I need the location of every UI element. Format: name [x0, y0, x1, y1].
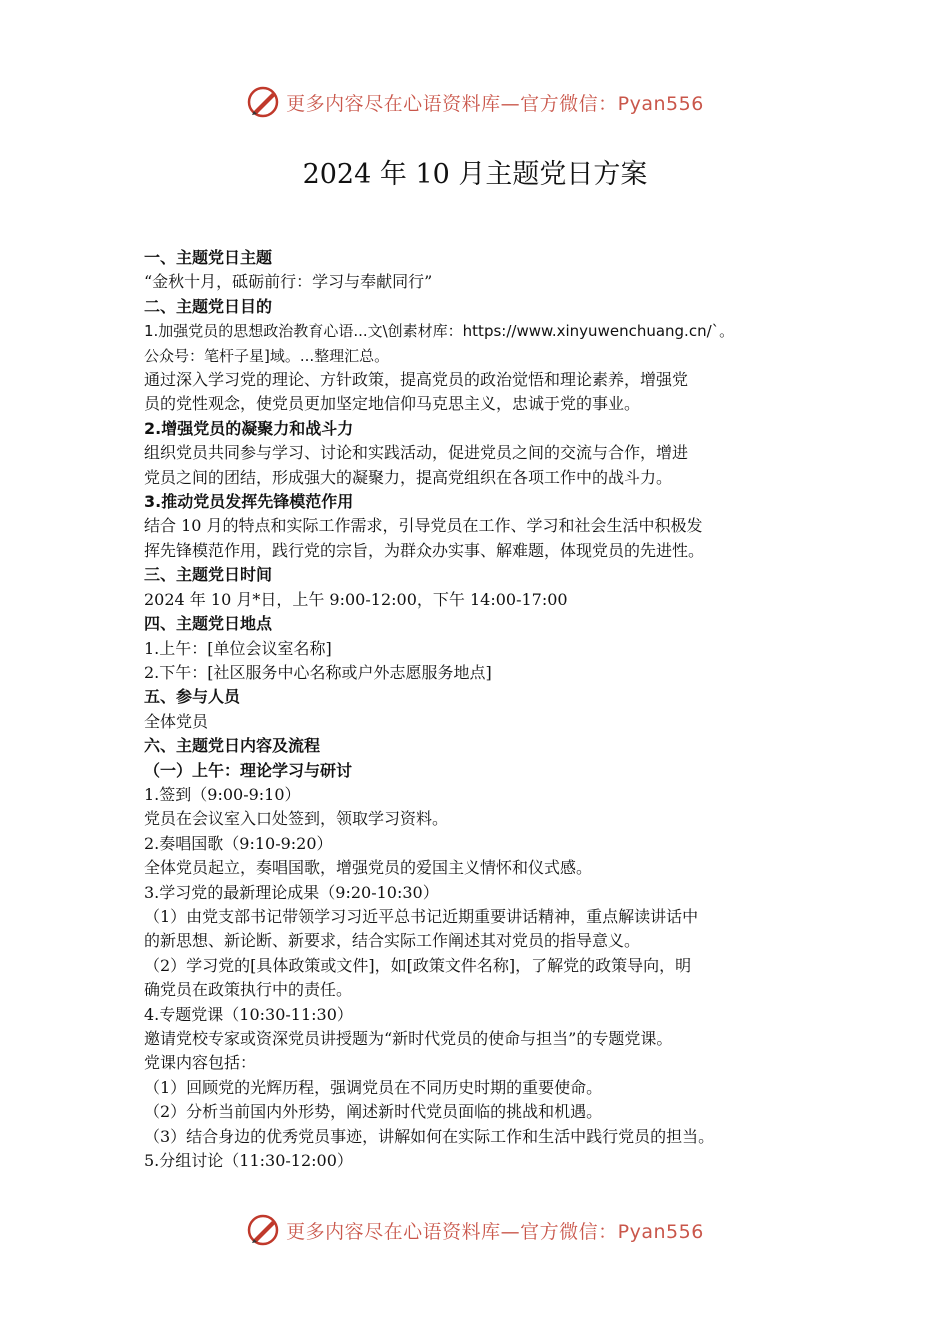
- body-line: 公众号：笔杆子星]域。...整理汇总。: [144, 346, 390, 365]
- body-line: 挥先锋模范作用，践行党的宗旨，为群众办实事、解难题，体现党员的先进性。: [144, 540, 705, 560]
- subsection-heading: 2.增强党员的凝聚力和战斗力: [144, 418, 354, 438]
- section-heading: 四、主题党日地点: [144, 614, 273, 634]
- body-line: 2024 年 10 月*日，上午 9:00-12:00，下午 14:00-17:00: [144, 589, 568, 609]
- body-line: 5.分组讨论（11:30-12:00）: [144, 1151, 353, 1171]
- body-line: 通过深入学习党的理论、方针政策，提高党员的政治觉悟和理论素养，增强党: [144, 370, 689, 390]
- body-line: 全体党员: [144, 711, 209, 731]
- section-heading: 三、主题党日时间: [144, 565, 273, 585]
- document-body: [144, 246, 814, 1173]
- body-line: （2）分析当前国内外形势，阐述新时代党员面临的挑战和机遇。: [144, 1102, 603, 1122]
- subsection-heading: 3.推动党员发挥先锋模范作用: [144, 492, 354, 512]
- banner-text: 更多内容尽在心语资料库—官方微信：Pyan556: [286, 1220, 704, 1243]
- banner-text: 更多内容尽在心语资料库—官方微信：Pyan556: [286, 92, 704, 115]
- body-line: 的新思想、新论断、新要求，结合实际工作阐述其对党员的指导意义。: [144, 931, 641, 951]
- body-line: 结合 10 月的特点和实际工作需求，引导党员在工作、学习和社会生活中积极发: [144, 516, 703, 536]
- section-heading: 二、主题党日目的: [144, 296, 273, 316]
- body-line: 3.学习党的最新理论成果（9:20-10:30）: [144, 882, 439, 902]
- header-banner: [0, 82, 950, 122]
- body-line: 确党员在政策执行中的责任。: [144, 980, 353, 1000]
- pen-logo-icon: [246, 1212, 282, 1248]
- body-line: 2.奏唱国歌（9:10-9:20）: [144, 833, 333, 853]
- pen-logo-icon: [246, 84, 282, 120]
- body-line: 党课内容包括：: [144, 1053, 257, 1073]
- section-heading: 一、主题党日主题: [144, 248, 273, 267]
- body-line: 党员之间的团结，形成强大的凝聚力，提高党组织在各项工作中的战斗力。: [144, 467, 673, 487]
- body-line: 1.上午：[单位会议室名称]: [144, 638, 332, 658]
- body-line: 组织党员共同参与学习、讨论和实践活动，促进党员之间的交流与合作，增进: [144, 443, 689, 463]
- body-line: 党员在会议室入口处签到，领取学习资料。: [144, 809, 449, 829]
- body-line: （1）由党支部书记带领学习习近平总书记近期重要讲话精神，重点解读讲话中: [144, 906, 699, 926]
- body-line: 1.加强党员的思想政治教育心语...文\创素材库：https://www.xinyuwenchuang.cn/`。: [144, 322, 735, 341]
- body-line: （2）学习党的[具体政策或文件]，如[政策文件名称]，了解党的政策导向，明: [144, 955, 692, 975]
- footer-banner: [0, 1210, 950, 1250]
- body-line: 1.签到（9:00-9:10）: [144, 784, 301, 804]
- section-heading: 六、主题党日内容及流程: [144, 736, 321, 756]
- body-line: （3）结合身边的优秀党员事迹，讲解如何在实际工作和生活中践行党员的担当。: [144, 1126, 715, 1146]
- subsection-heading: （一）上午：理论学习与研讨: [144, 760, 353, 780]
- body-line: “金秋十月，砥砺前行：学习与奉献同行”: [144, 272, 433, 292]
- body-line: 4.专题党课（10:30-11:30）: [144, 1004, 353, 1024]
- body-line: 2.下午：[社区服务中心名称或户外志愿服务地点]: [144, 662, 492, 682]
- section-heading: 五、参与人员: [144, 687, 241, 707]
- document-title: 2024 年 10 月主题党日方案: [302, 159, 648, 190]
- body-line: 员的党性观念，使党员更加坚定地信仰马克思主义，忠诚于党的事业。: [144, 394, 641, 414]
- body-line: 全体党员起立，奏唱国歌，增强党员的爱国主义情怀和仪式感。: [144, 858, 593, 878]
- body-line: 邀请党校专家或资深党员讲授题为“新时代党员的使命与担当”的专题党课。: [144, 1029, 673, 1048]
- body-line: （1）回顾党的光辉历程，强调党员在不同历史时期的重要使命。: [144, 1077, 603, 1097]
